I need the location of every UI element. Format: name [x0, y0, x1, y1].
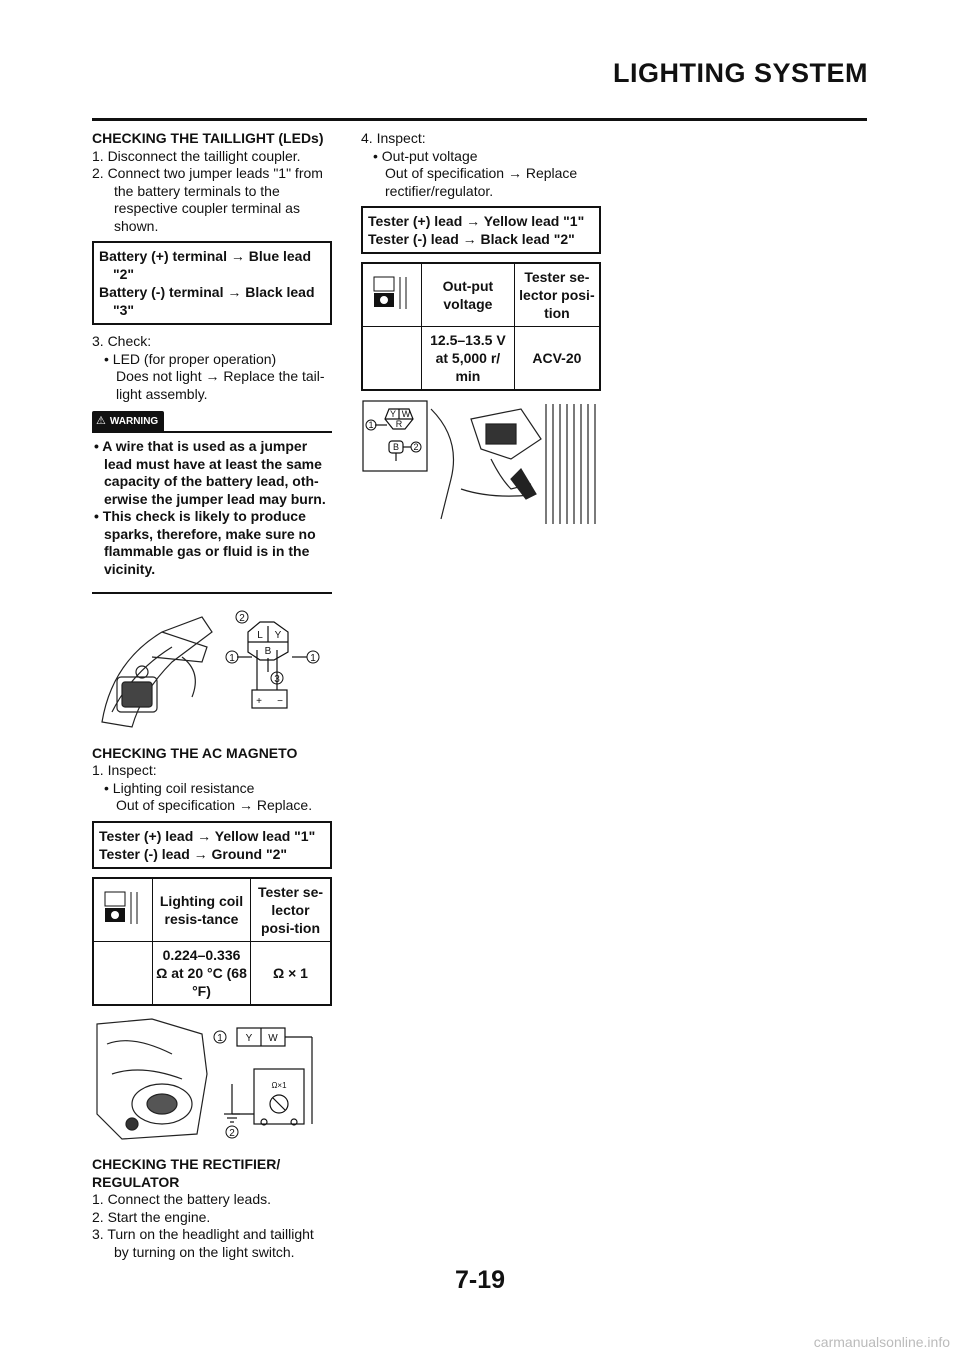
taillight-illustration — [102, 617, 212, 727]
left-column — [92, 130, 332, 1261]
magneto-table-value-row — [93, 941, 331, 1005]
taillight-figure — [92, 602, 332, 737]
warning-triangle-icon: ⚠ — [96, 415, 106, 428]
taillight-schematic-labels — [226, 611, 319, 707]
magneto-label-w: W — [268, 1032, 278, 1044]
rectifier-step-1: 1. Connect the battery leads. — [92, 1191, 271, 1207]
rectifier-empty-cell — [362, 327, 422, 391]
taillight-bullet-1-sub: Does not light → Replace the tail-light assembly. — [116, 368, 325, 402]
rectifier-bullet-1: • Out-put voltage — [373, 147, 478, 164]
magneto-tester-icon-cell — [93, 878, 153, 942]
taillight-label-2: 2 — [239, 613, 245, 624]
rectifier-bullet-1-sub: Out of specification → Replace rectifier/regulator. — [385, 165, 578, 199]
taillight-bullet-1: • LED (for proper operation) — [104, 350, 277, 367]
magneto-label-y: Y — [245, 1032, 253, 1044]
warning-item-2: • This check is likely to produce sparks, therefore, make sure no flammable gas or fluid is in the vicinity. — [94, 508, 316, 577]
rectifier-spec-table — [361, 262, 601, 391]
rectifier-heading: CHECKING THE RECTIFIER/ REGULATOR — [92, 1156, 281, 1190]
magneto-bullet-1-sub: Out of specification → Replace. — [116, 797, 313, 813]
taillight-box-line-2: Battery (-) terminal → Black lead "3" — [99, 284, 315, 318]
rectifier-label-2: 2 — [413, 442, 419, 452]
taillight-label-y: Y — [274, 630, 282, 641]
magneto-label-2: 2 — [229, 1127, 235, 1139]
warning-label: WARNING — [109, 416, 159, 428]
magneto-table-header-row — [93, 878, 331, 942]
magneto-illustration — [97, 1019, 207, 1139]
magneto-meter-label: Ω×1 — [271, 1080, 287, 1090]
magneto-col2-value: Ω × 1 — [250, 941, 331, 1005]
rectifier-illustration — [431, 404, 595, 524]
rectifier-box-line-1: Tester (+) lead → Yellow lead "1" — [368, 213, 585, 229]
rectifier-col2-value: ACV-20 — [514, 327, 600, 391]
multimeter-icon — [372, 273, 412, 313]
rectifier-figure — [361, 399, 601, 534]
battery-plus-label: + — [256, 696, 262, 707]
magneto-tester-box — [92, 821, 332, 869]
magneto-step-1: 1. Inspect: — [92, 762, 157, 778]
taillight-box-line-1: Battery (+) terminal → Blue lead "2" — [99, 248, 312, 282]
taillight-connection-box — [92, 241, 332, 325]
rectifier-col1-header: Out-put voltage — [422, 263, 515, 327]
magneto-bullet-1: • Lighting coil resistance — [104, 779, 255, 796]
rectifier-step-2: 2. Start the engine. — [92, 1208, 211, 1225]
warning-item-1: • A wire that is used as a jumper lead must have at least the same capacity of the battery lead, oth-erwise the jumper lead may burn. — [94, 438, 326, 507]
taillight-schematic — [237, 622, 307, 708]
rectifier-label-r: R — [395, 419, 403, 429]
watermark: carmanualsonline.info — [813, 1334, 950, 1350]
magneto-empty-cell — [93, 941, 153, 1005]
page-title: LIGHTING SYSTEM — [612, 58, 868, 88]
magneto-spec-table — [92, 877, 332, 1006]
warning-header — [92, 413, 332, 431]
rectifier-inset-labels — [366, 409, 421, 452]
magneto-col1-header: Lighting coil resis-tance — [153, 878, 251, 942]
taillight-label-1b: 1 — [310, 653, 316, 664]
magneto-schematic-labels — [214, 1031, 287, 1139]
magneto-box-line-2: Tester (-) lead → Ground "2" — [99, 845, 288, 862]
rectifier-label-1: 1 — [368, 420, 374, 430]
taillight-step-2: 2. Connect two jumper leads "1" from the battery terminals to the respective coupler terminal as shown. — [92, 165, 323, 234]
rectifier-tester-icon-cell — [362, 263, 422, 327]
right-column — [361, 130, 601, 542]
magneto-col1-value: 0.224–0.336 Ω at 20 °C (68 °F) — [153, 941, 251, 1005]
taillight-label-b: B — [264, 646, 272, 657]
magneto-figure — [92, 1014, 332, 1149]
battery-minus-label: − — [277, 696, 283, 707]
rectifier-table-header-row — [362, 263, 600, 327]
page-number: 7-19 — [454, 1266, 506, 1294]
rectifier-col2-header: Tester se-lector posi-tion — [514, 263, 600, 327]
multimeter-icon — [103, 888, 143, 928]
warning-block — [92, 413, 332, 594]
taillight-label-1a: 1 — [229, 653, 235, 664]
rectifier-step-3: 3. Turn on the headlight and taillight by turning on the light switch. — [92, 1226, 314, 1260]
rectifier-label-w: W — [401, 409, 411, 419]
rectifier-box-line-2: Tester (-) lead → Black lead "2" — [368, 231, 575, 247]
taillight-step-3: 3. Check: — [92, 333, 152, 349]
rectifier-step-4: 4. Inspect: — [361, 130, 426, 146]
taillight-step-1: 1. Disconnect the taillight coupler. — [92, 147, 301, 164]
taillight-label-l: L — [257, 630, 263, 641]
warning-badge — [92, 411, 164, 433]
rectifier-tester-box — [361, 206, 601, 254]
rectifier-label-b: B — [392, 442, 400, 452]
rectifier-table-value-row — [362, 327, 600, 391]
warning-body — [92, 431, 332, 594]
magneto-label-1: 1 — [217, 1032, 223, 1044]
title-rule — [92, 118, 867, 121]
magneto-diagram — [92, 1014, 332, 1144]
rectifier-label-y: Y — [389, 409, 397, 419]
rectifier-col1-value: 12.5–13.5 V at 5,000 r/ min — [422, 327, 515, 391]
taillight-label-3: 3 — [274, 674, 280, 685]
rectifier-diagram — [361, 399, 601, 529]
taillight-heading: CHECKING THE TAILLIGHT (LEDs) — [92, 130, 324, 146]
magneto-box-line-1: Tester (+) lead → Yellow lead "1" — [99, 827, 316, 844]
magneto-col2-header: Tester se-lector posi-tion — [250, 878, 331, 942]
magneto-heading: CHECKING THE AC MAGNETO — [92, 744, 298, 761]
taillight-diagram — [92, 602, 332, 732]
